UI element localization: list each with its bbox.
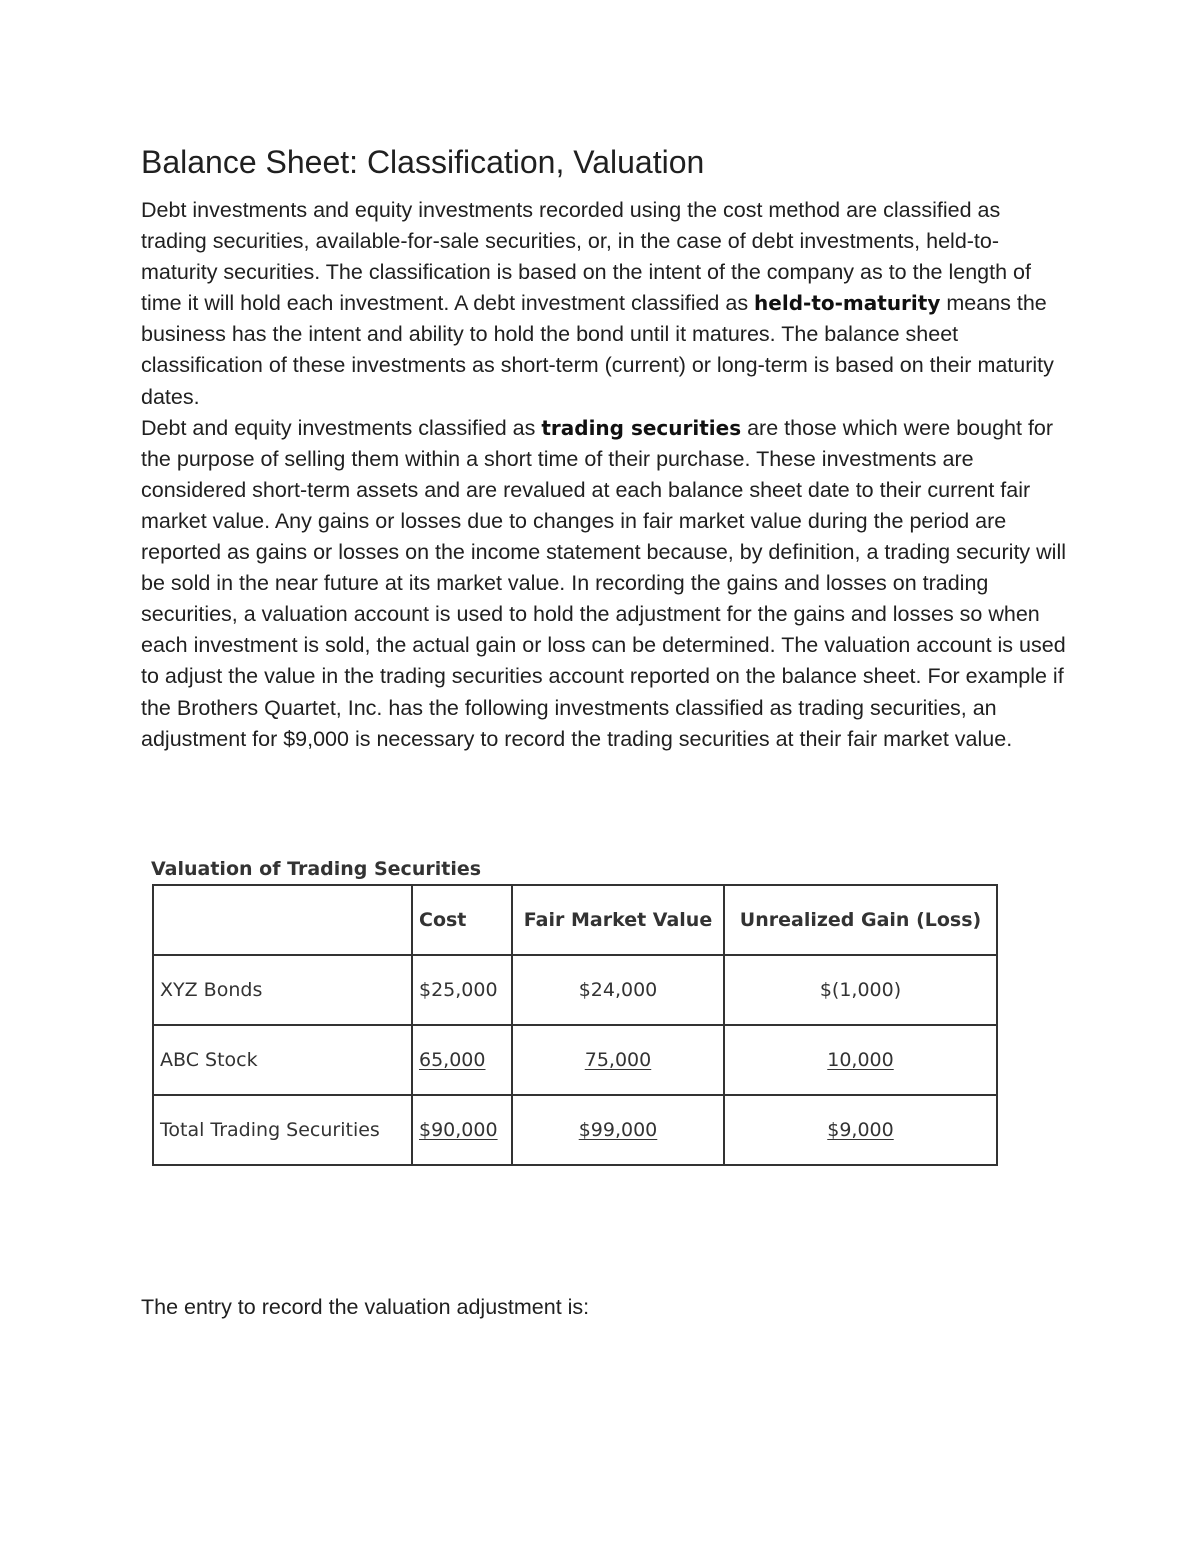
- row-label: XYZ Bonds: [153, 955, 412, 1025]
- closing-text: The entry to record the valuation adjustment is:: [141, 1295, 590, 1319]
- fair-market-value-cell: $24,000: [512, 955, 724, 1025]
- fair-market-value-cell: [512, 1025, 724, 1095]
- term-held-to-maturity: held-to-maturity: [754, 291, 941, 316]
- unrealized-gain-loss-cell: [724, 1025, 997, 1095]
- paragraph-2-text-a: Debt and equity investments classified as: [141, 415, 542, 440]
- row-label: ABC Stock: [153, 1025, 412, 1095]
- valuation-table: [152, 884, 998, 1166]
- paragraph-held-to-maturity: [141, 195, 1071, 413]
- cost-value: 65,000: [419, 1049, 486, 1071]
- paragraph-trading-securities: [141, 413, 1071, 755]
- table-row: [153, 1025, 997, 1095]
- table-caption: Valuation of Trading Securities: [151, 858, 482, 880]
- table-row: [153, 955, 997, 1025]
- header-cell-fair-market-value: Fair Market Value: [512, 885, 724, 955]
- cost-cell: [412, 1025, 512, 1095]
- unrealized-gain-loss-cell: $(1,000): [724, 955, 997, 1025]
- page-title: Balance Sheet: Classification, Valuation: [141, 144, 705, 180]
- table-row-total: [153, 1095, 997, 1165]
- table-header-row: [153, 885, 997, 955]
- cost-value: $90,000: [419, 1119, 498, 1141]
- paragraph-1-text-b: means the business has the intent and ability to hold the bond until it matures. The balance sheet classification of these investments as short-term (current) or long-term is based on their maturity dates.: [141, 291, 1054, 409]
- term-trading-securities: trading securities: [541, 415, 742, 440]
- header-cell-blank: [153, 885, 412, 955]
- header-cell-cost: Cost: [412, 885, 512, 955]
- cost-cell: [412, 1095, 512, 1165]
- paragraph-2-text-b: are those which were bought for the purpose of selling them within a short time of their purchase. These investments are considered short-term assets and are revalued at each balance sheet date to their current fair market value. Any gains or losses due to changes in fair market value during the period are reported as gains or losses on the income statement because, by definition, a trading security will be sold in the near future at its market value. In recording the gains and losses on trading securities, a valuation account is used to hold the adjustment for the gains and losses so when each investment is sold, the actual gain or loss can be determined. The valuation account is used to adjust the value in the trading securities account reported on the balance sheet. For example if the Brothers Quartet, Inc. has the following investments classified as trading securities, an adjustment for $9,000 is necessary to record the trading securities at their fair market value.: [141, 415, 1066, 751]
- cost-cell: $25,000: [412, 955, 512, 1025]
- fair-market-value: 75,000: [584, 1049, 652, 1071]
- paragraph-1-text-a: Debt investments and equity investments recorded using the cost method are classified as trading securities, available-for-sale securities, or, in the case of debt investments, held-to-maturity securities. The classification is based on the intent of the company as to the length of time it will hold each investment. A debt investment classified as: [141, 198, 1031, 316]
- body-text: [141, 195, 1071, 755]
- header-cell-unrealized-gain-loss: Unrealized Gain (Loss): [724, 885, 997, 955]
- fair-market-value-cell: [512, 1095, 724, 1165]
- unrealized-gain-loss-value: $9,000: [827, 1119, 894, 1141]
- unrealized-gain-loss-cell: [724, 1095, 997, 1165]
- unrealized-gain-loss-value: 10,000: [827, 1049, 894, 1071]
- fair-market-value: $99,000: [578, 1119, 658, 1141]
- row-label: Total Trading Securities: [153, 1095, 412, 1165]
